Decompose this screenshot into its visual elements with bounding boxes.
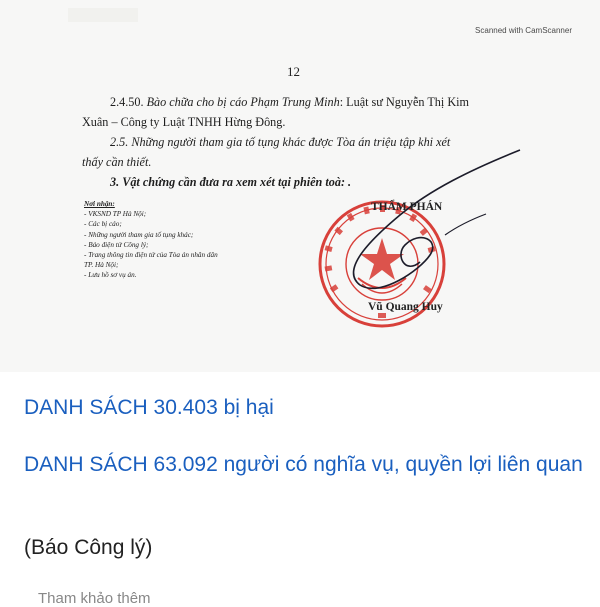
- recipient-item: - Lưu hồ sơ vụ án.: [84, 271, 137, 280]
- judge-title: THẨM PHÁN: [371, 201, 443, 213]
- clause-number: 2.4.50.: [110, 95, 147, 109]
- paragraph-2-4-50-line2: Xuân – Công ty Luật TNHH Hừng Đông.: [82, 115, 286, 129]
- judge-name: Vũ Quang Huy: [368, 301, 443, 313]
- paragraph-3: 3. Vật chứng cần đưa ra xem xét tại phiên toà: .: [110, 175, 352, 189]
- related-parties-list-link[interactable]: DANH SÁCH 63.092 người có nghĩa vụ, quyền lợi liên quan: [24, 453, 583, 476]
- recipient-item: - Các bị cáo;: [84, 220, 122, 229]
- clause-italic-text: Bào chữa cho bị cáo Phạm Trung Minh: [146, 95, 340, 109]
- recipient-item: - Báo điện tử Công lý;: [84, 240, 149, 249]
- recipient-item: - Những người tham gia tố tụng khác;: [84, 230, 194, 239]
- see-more-label[interactable]: Tham khảo thêm: [38, 590, 151, 607]
- paragraph-2-5-line2-text: thấy cần thiết.: [82, 155, 152, 169]
- camscanner-watermark: Scanned with CamScanner: [475, 26, 572, 35]
- source-credit: (Báo Công lý): [24, 536, 153, 559]
- page-number: 12: [287, 64, 300, 79]
- victims-list-link[interactable]: DANH SÁCH 30.403 bị hại: [24, 396, 274, 419]
- paragraph-2-5-line1: 2.5. Những người tham gia tố tụng khác được Tòa án triệu tập khi xét: [110, 135, 451, 149]
- recipients-title: Nơi nhận:: [84, 200, 115, 208]
- recipient-item: - Trang thông tin điện tử của Tòa án nhân dân: [84, 251, 218, 260]
- clause-rest-text: : Luật sư Nguyễn Thị Kim: [339, 95, 469, 109]
- recipient-item: - VKSND TP Hà Nội;: [84, 210, 147, 219]
- recipient-item: TP. Hà Nội;: [84, 261, 119, 270]
